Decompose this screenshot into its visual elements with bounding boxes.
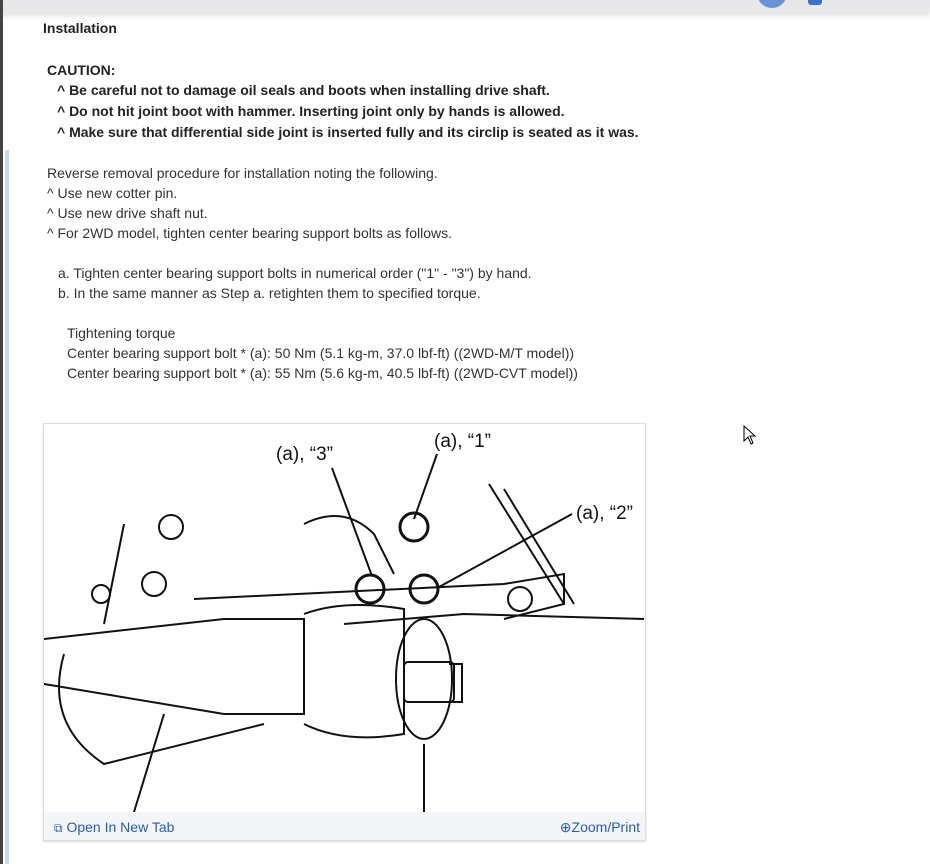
open-in-new-tab-label: Open In New Tab — [66, 819, 175, 835]
procedure-note: ^ For 2WD model, tighten center bearing support bolts as follows. — [47, 225, 452, 241]
drive-shaft-diagram[interactable] — [44, 424, 645, 812]
zoom-in-icon: ⊕ — [559, 819, 572, 835]
diagram-label: (a), “1” — [434, 431, 491, 452]
zoom-print-link[interactable] — [560, 819, 640, 836]
window-edge — [0, 0, 3, 864]
open-in-new-tab-link[interactable] — [54, 819, 174, 836]
figure-card — [43, 423, 646, 841]
caution-item: ^ Do not hit joint boot with hammer. Inserting joint only by hands is allowed. — [57, 103, 565, 119]
diagram-label: (a), “3” — [276, 444, 333, 465]
notification-icon[interactable] — [808, 0, 822, 5]
open-tab-icon: ⧉ — [54, 821, 63, 835]
caution-item: ^ Make sure that differential side joint is inserted fully and its circlip is seated as it was. — [57, 124, 639, 140]
procedure-step: b. In the same manner as Step a. retighten them to specified torque. — [58, 285, 481, 301]
figure-footer — [44, 812, 645, 840]
torque-title: Tightening torque — [67, 325, 176, 341]
top-toolbar — [0, 0, 930, 13]
procedure-note: ^ Use new cotter pin. — [47, 185, 178, 201]
torque-line: Center bearing support bolt * (a): 55 Nm (5.6 kg-m, 40.5 lbf-ft) ((2WD-CVT model)) — [67, 365, 578, 381]
procedure-step: a. Tighten center bearing support bolts in numerical order ("1" - "3") by hand. — [58, 265, 532, 281]
zoom-print-label: Zoom/Print — [571, 819, 640, 835]
caution-item: ^ Be careful not to damage oil seals and boots when installing drive shaft. — [57, 82, 550, 98]
section-heading: Installation — [43, 20, 117, 36]
diagram-label: (a), “2” — [576, 503, 633, 524]
procedure-intro: Reverse removal procedure for installation noting the following. — [47, 165, 438, 181]
torque-line: Center bearing support bolt * (a): 50 Nm (5.1 kg-m, 37.0 lbf-ft) ((2WD-M/T model)) — [67, 345, 575, 361]
mouse-cursor-icon — [743, 425, 757, 445]
left-scroll-strip — [5, 150, 9, 864]
user-avatar[interactable] — [757, 0, 787, 8]
caution-title: CAUTION: — [47, 62, 116, 78]
procedure-note: ^ Use new drive shaft nut. — [47, 205, 208, 221]
